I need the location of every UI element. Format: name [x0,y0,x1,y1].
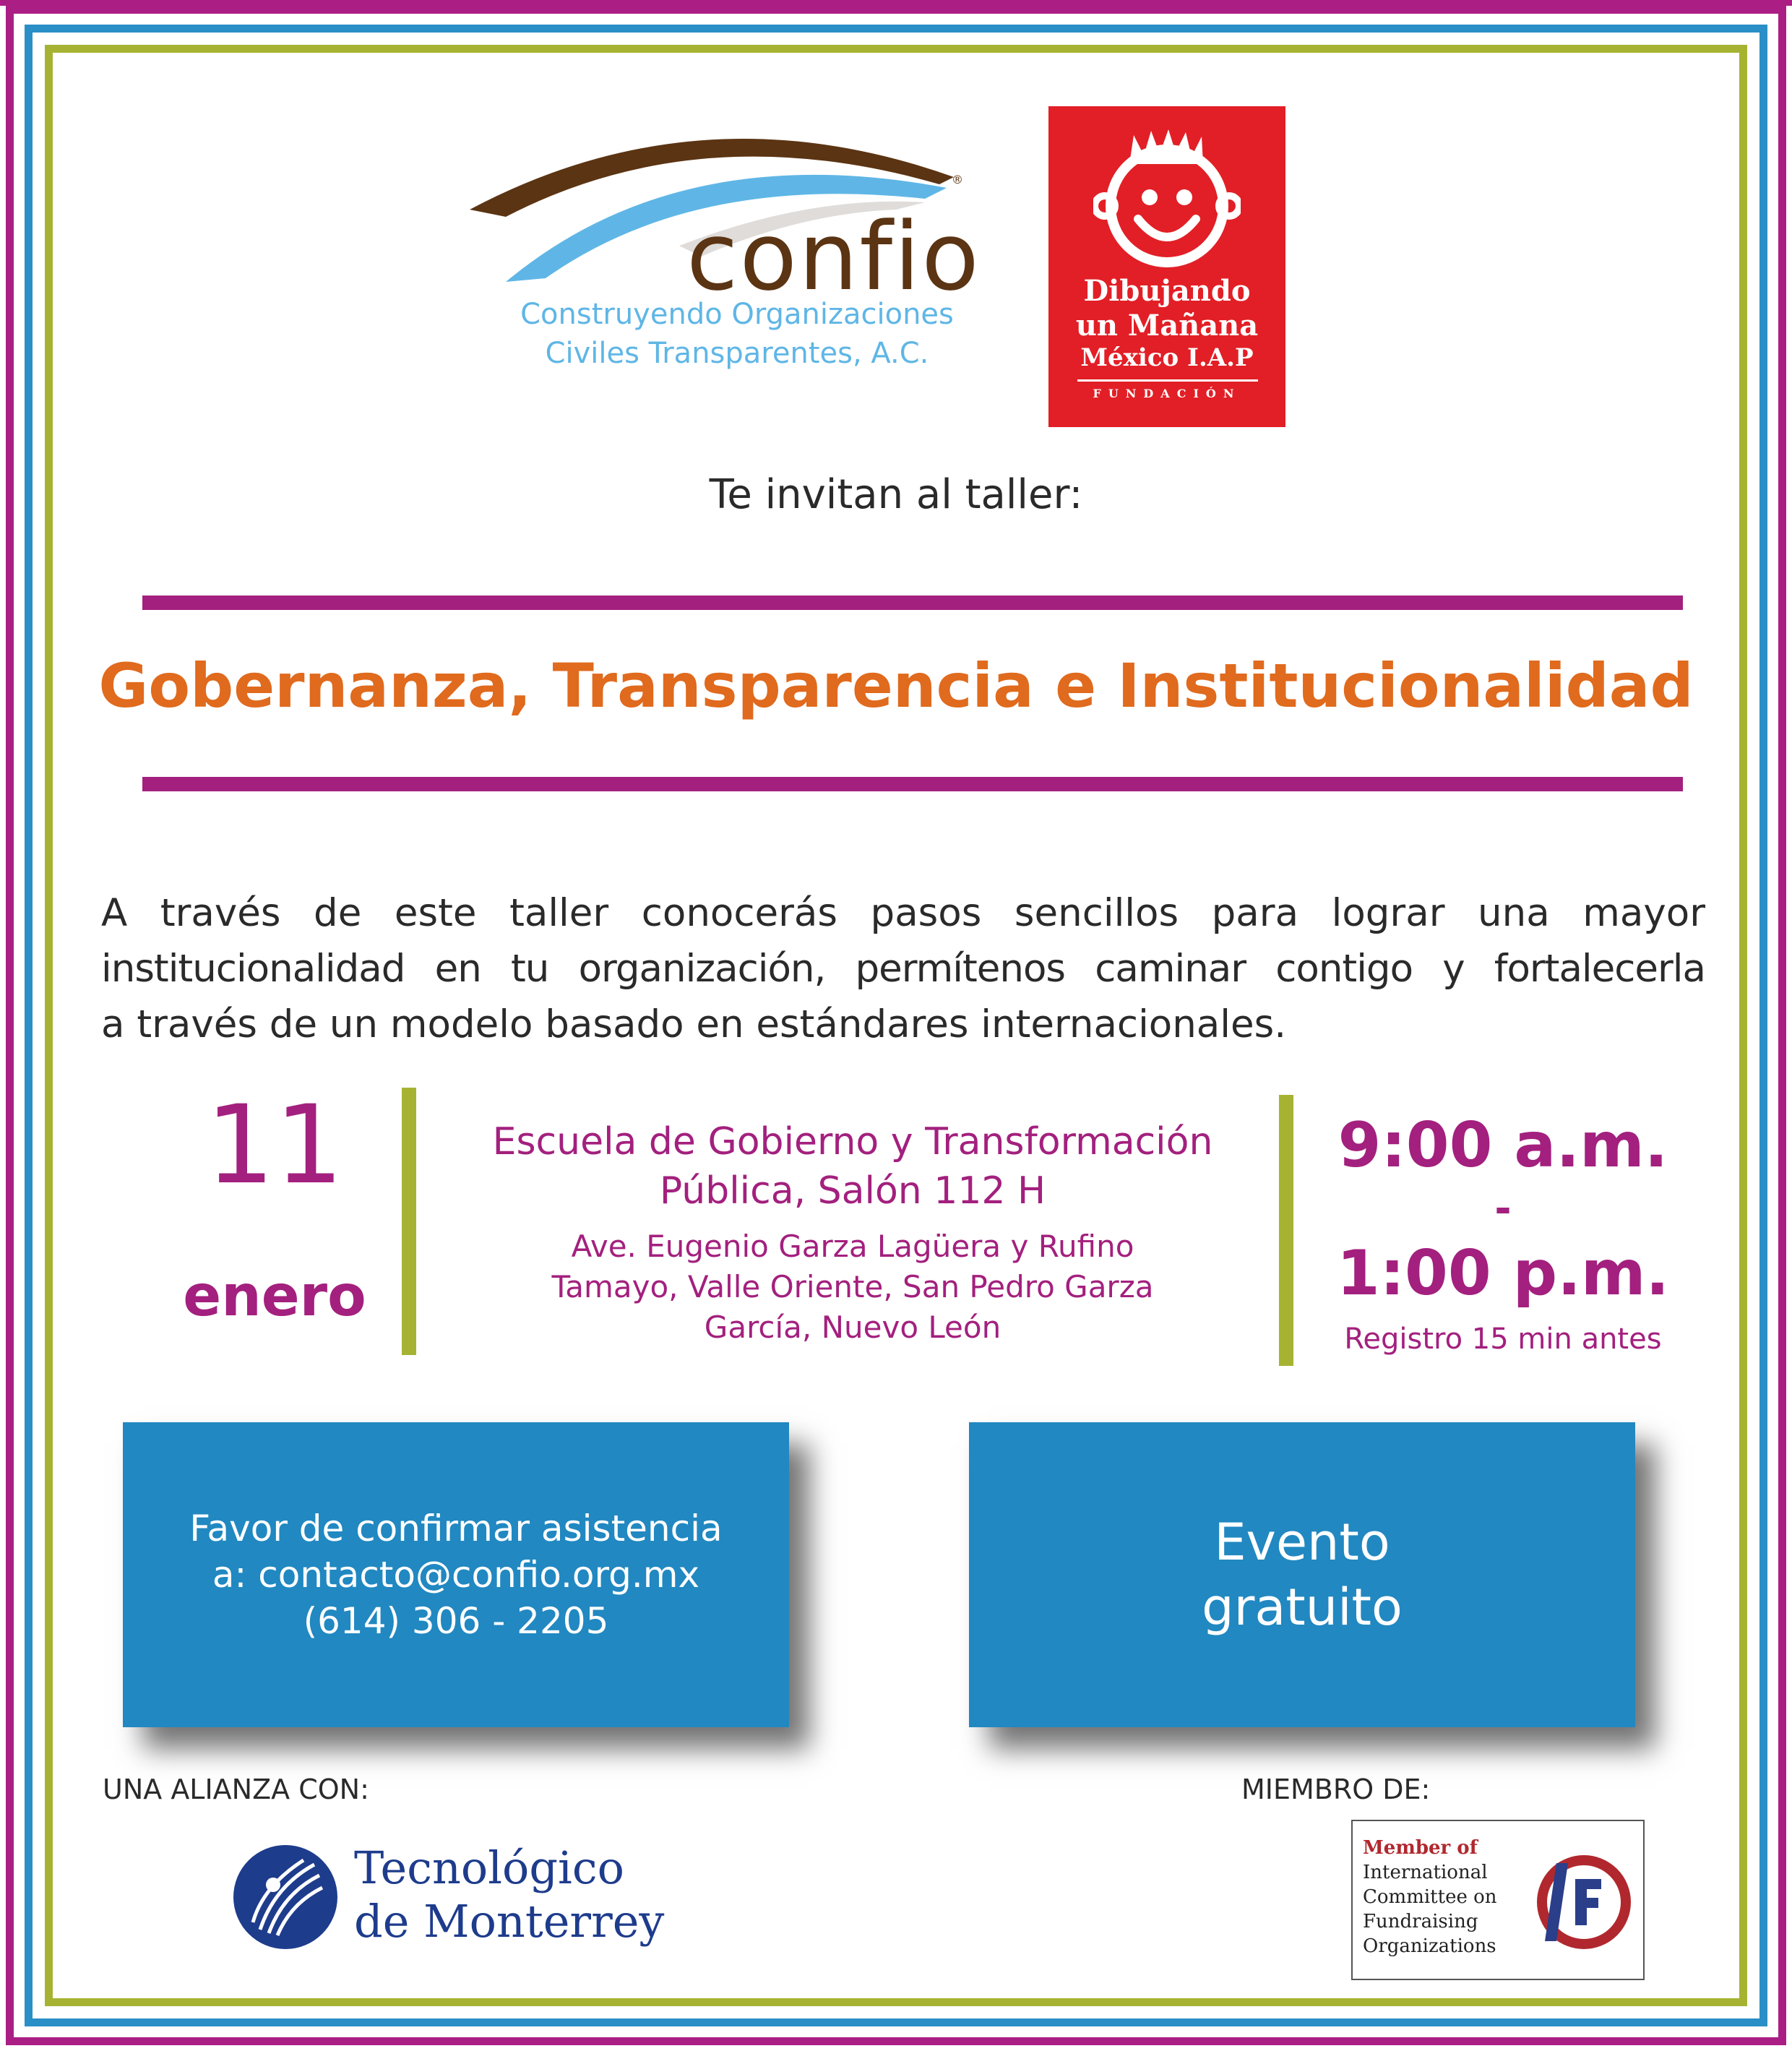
divider-left [402,1088,416,1355]
icfo-emblem-icon [1535,1853,1633,1951]
rsvp-phone[interactable]: (614) 306 - 2205 [303,1600,609,1642]
icfo-line-4: Fundraising [1363,1911,1478,1932]
confio-logo [462,108,990,376]
time-end: 1:00 p.m. [1336,1237,1670,1310]
icfo-line-2: International [1363,1862,1488,1883]
icfo-badge [1351,1820,1645,1980]
dibujando-line2: un Mañana [1075,309,1259,343]
divider-right [1279,1095,1293,1366]
dibujando-line1: Dibujando [1083,274,1251,308]
description-line-2: institucionalidad en tu organización, permítenos caminar contigo y fortalecerla [101,947,1705,991]
icfo-line-3: Committee on [1363,1886,1497,1908]
icfo-line-5: Organizations [1363,1935,1496,1957]
registration-note: Registro 15 min antes [1344,1323,1662,1356]
description-line-1: A través de este taller conocerás pasos sencillos para lograr una mayor [101,891,1705,935]
svg-text:®: ® [952,173,963,186]
rsvp-email-link[interactable]: a: contacto@confio.org.mx [212,1554,700,1596]
dibujando-line3: México I.A.P [1080,343,1254,372]
dibujando-divider [1077,379,1258,382]
title-rule-bottom [142,777,1683,791]
event-day: 11 [205,1083,344,1208]
address-line-2: Tamayo, Valle Oriente, San Pedro Garza [551,1269,1154,1304]
smiley-face-icon [1093,126,1241,271]
address-line-3: García, Nuevo León [704,1310,1001,1345]
rsvp-box [123,1422,789,1727]
confio-wordmark: confio [686,202,981,311]
event-month: enero [183,1264,366,1329]
icfo-line-1: Member of [1363,1837,1478,1859]
tec-line-2: de Monterrey [354,1895,665,1948]
tec-line-1: Tecnológico [354,1841,624,1894]
confio-subtitle-1: Construyendo Organizaciones [520,298,954,331]
title-rule-top [142,595,1683,610]
rsvp-line-1: Favor de confirmar asistencia [189,1508,723,1549]
address-line-1: Ave. Eugenio Garza Lagüera y Rufino [571,1229,1134,1264]
dibujando-logo [1048,106,1285,427]
free-line-1: Evento [1214,1513,1390,1572]
free-event-box [969,1422,1635,1727]
time-start: 9:00 a.m. [1337,1109,1668,1182]
description [101,885,1705,1052]
free-line-2: gratuito [1202,1578,1403,1637]
venue-line-1: Escuela de Gobierno y Transformación [492,1120,1213,1164]
member-label: MIEMBRO DE: [1241,1773,1431,1805]
workshop-title: Gobernanza, Transparencia e Institucionalidad [98,650,1694,721]
confio-subtitle-2: Civiles Transparentes, A.C. [545,337,929,370]
alliance-label: UNA ALIANZA CON: [103,1773,369,1805]
border-magenta-top-band [0,0,1792,6]
venue-line-2: Pública, Salón 112 H [659,1169,1046,1213]
tec-seal-icon [231,1843,340,1951]
tec-logo [231,1836,665,1958]
time-separator: - [1494,1185,1512,1232]
invite-text: Te invitan al taller: [709,471,1083,518]
dibujando-line4: FUNDACIÓN [1093,387,1241,400]
description-line-3: a través de un modelo basado en estándares internacionales. [101,1002,1287,1046]
